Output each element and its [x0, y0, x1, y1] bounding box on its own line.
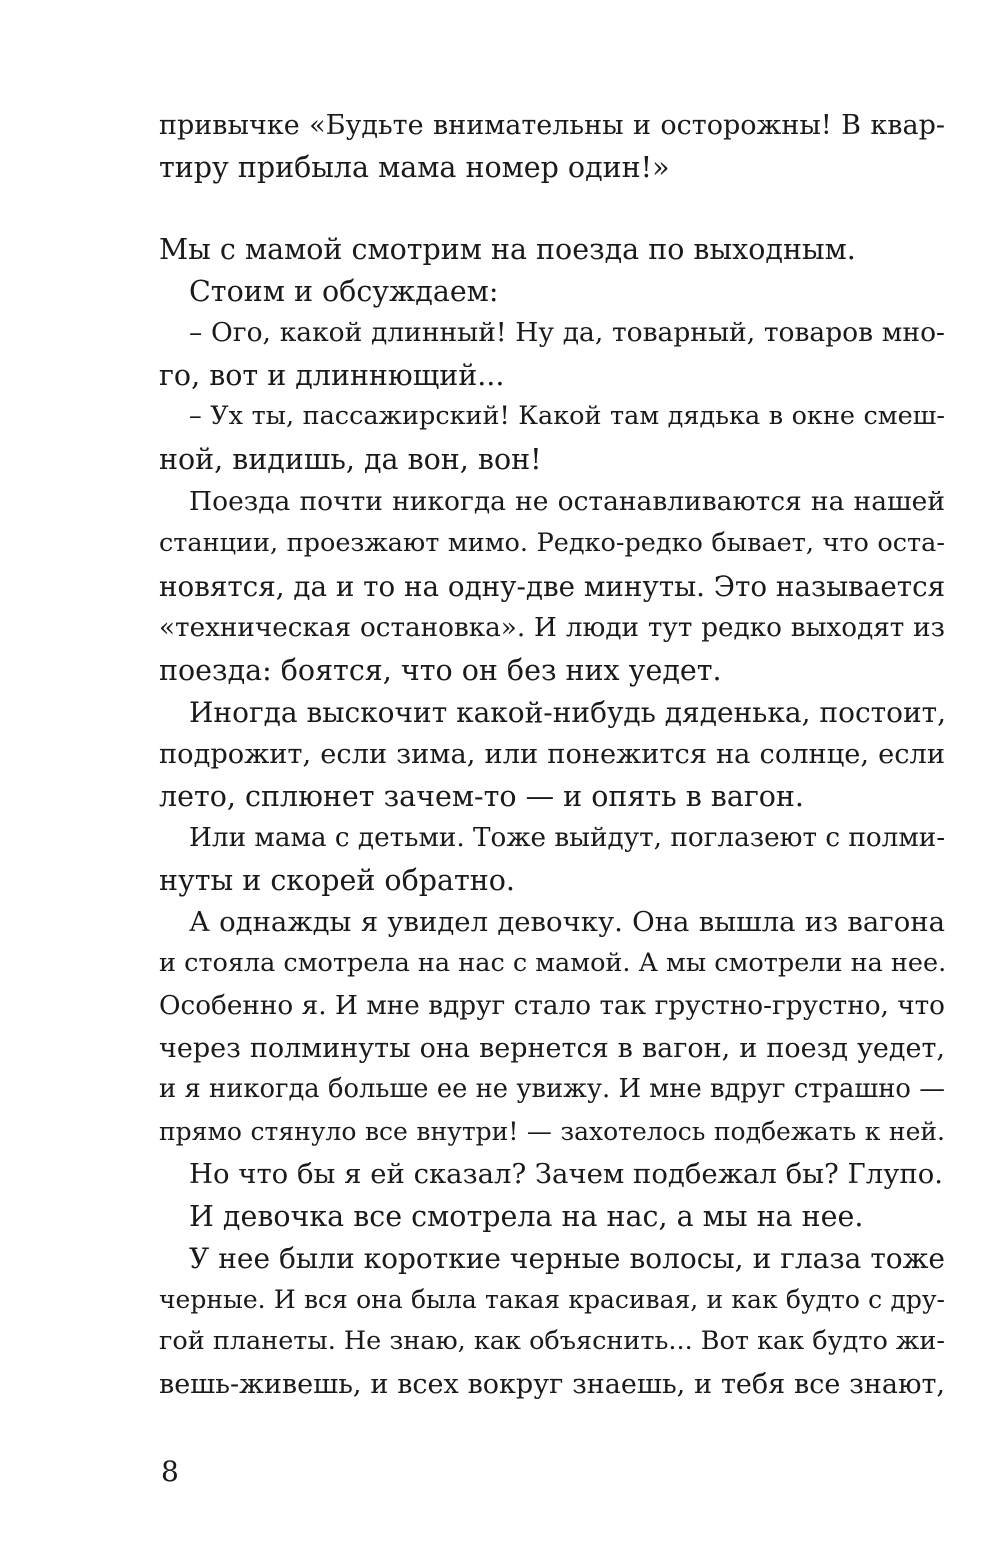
text-line: ной, видишь, да вон, вон!	[159, 443, 542, 476]
text-line: нуты и скорей обратно.	[159, 864, 515, 897]
text-line: поезда: боятся, что он без них уедет.	[159, 654, 722, 687]
text-line: Или мама с детьми. Тоже выйдут, поглазеют с полми-	[189, 823, 946, 853]
text-line: лето, сплюнет зачем-то — и опять в вагон.	[159, 780, 804, 813]
text-line: и я никогда больше ее не увижу. И мне вдруг страшно —	[159, 1074, 945, 1104]
text-line: Иногда выскочит какой-нибудь дяденька, постоит,	[189, 696, 947, 729]
text-line: И девочка все смотрела на нас, а мы на нее.	[189, 1200, 864, 1233]
text-line: Мы с мамой смотрим на поезда по выходным.	[159, 233, 856, 266]
text-line: А однажды я увидел девочку. Она вышла из вагона	[189, 906, 945, 938]
text-line: станции, проезжают мимо. Редко-редко бывает, что оста-	[159, 528, 945, 558]
text-line: гой планеты. Не знаю, как объяснить... Вот как будто жи-	[159, 1326, 945, 1356]
text-line: – Ого, какой длинный! Ну да, товарный, товаров мно-	[189, 317, 945, 348]
text-line: Поезда почти никогда не останавливаются на нашей	[189, 486, 945, 517]
text-line: прямо стянуло все внутри! — захотелось подбежать к ней.	[159, 1117, 945, 1146]
text-line: новятся, да и то на одну-две минуты. Это называется	[159, 570, 946, 603]
text-line: У нее были короткие черные волосы, и глаза тоже	[189, 1242, 945, 1275]
text-line: черные. И вся она была такая красивая, и как будто с дру-	[159, 1285, 945, 1314]
text-line: Но что бы я ей сказал? Зачем подбежал бы? Глупо.	[189, 1158, 944, 1190]
text-line: – Ух ты, пассажирский! Какой там дядька в окне смеш-	[189, 401, 945, 431]
text-line: через полминуты она вернется в вагон, и поезд уедет,	[159, 1033, 945, 1064]
text-line: Стоим и обсуждаем:	[189, 275, 499, 308]
text-line: «техническая остановка». И люди тут редко выходят из	[159, 613, 945, 643]
page-number: 8	[161, 1455, 179, 1488]
text-line: подрожит, если зима, или понежится на солнце, если	[159, 739, 945, 770]
text-line: тиру прибыла мама номер один!»	[159, 151, 670, 184]
text-line: привычке «Будьте внимательны и осторожны! В квар-	[159, 110, 945, 141]
text-line: го, вот и длиннющий...	[159, 359, 505, 392]
text-line: вешь-живешь, и всех вокруг знаешь, и тебя все знают,	[159, 1369, 945, 1400]
text-line: Особенно я. И мне вдруг стало так грустно-грустно, что	[159, 991, 945, 1021]
text-line: и стояла смотрела на нас с мамой. А мы смотрели на нее.	[159, 948, 947, 978]
